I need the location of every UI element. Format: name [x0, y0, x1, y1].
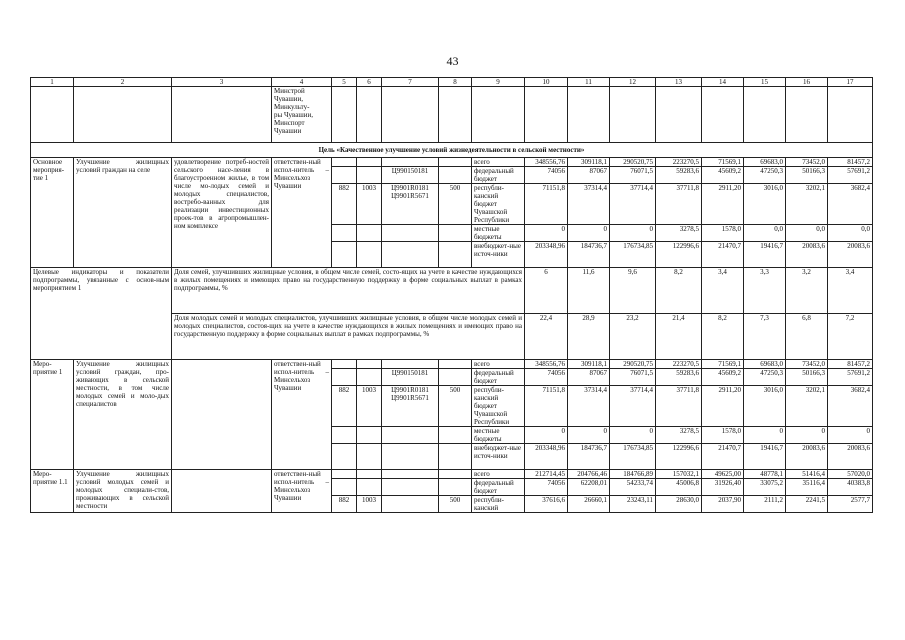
value-cell: 21470,7 [702, 242, 744, 268]
value-cell: 3202,1 [786, 184, 828, 225]
value-cell: 40383,8 [828, 479, 873, 496]
value-cell: 74056 [525, 167, 568, 184]
value-cell: 87067 [568, 167, 610, 184]
value-cell: 122996,6 [656, 242, 702, 268]
value-cell: 1578,0 [702, 427, 744, 444]
code-cell [357, 158, 382, 167]
code-cell [382, 158, 439, 167]
value-cell: 290520,75 [610, 158, 656, 167]
value-cell: 51416,4 [786, 470, 828, 479]
code-cell: 500 [439, 184, 472, 225]
value-cell: 3016,0 [744, 386, 786, 427]
indicator-text: Доля молодых семей и молодых специалистов, улучшивших жилищные условия, в общем числе молодых семей и молодых специалистов, состоя-щих на учете в качестве нуждающихся в жилых помещениях и имеющих право на государственную поддержку в форме социальных выплат в рамках подпрограммы, % [172, 314, 525, 360]
continuation-row [31, 87, 873, 143]
code-cell [357, 242, 382, 268]
col-num: 7 [382, 78, 439, 87]
code-cell [332, 479, 357, 496]
code-cell [439, 360, 472, 369]
indicator-value: 6,8 [786, 314, 828, 360]
code-cell [357, 444, 382, 470]
value-cell: 45006,8 [656, 479, 702, 496]
code-cell [382, 427, 439, 444]
code-cell [357, 225, 382, 242]
code-cell [357, 427, 382, 444]
col-num: 2 [74, 78, 172, 87]
value-cell: 76071,5 [610, 167, 656, 184]
value-cell: 348556,76 [525, 158, 568, 167]
col-num: 12 [610, 78, 656, 87]
budget-row [31, 470, 873, 479]
code-cell [439, 444, 472, 470]
value-cell: 37711,8 [656, 184, 702, 225]
value-cell: 50166,3 [786, 167, 828, 184]
value-cell: 71151,8 [525, 184, 568, 225]
code-cell [439, 158, 472, 167]
value-cell: 31926,40 [702, 479, 744, 496]
value-cell: 71569,1 [702, 158, 744, 167]
col-num: 14 [702, 78, 744, 87]
funding-source: федеральный бюджет [472, 369, 525, 386]
funding-source: всего [472, 470, 525, 479]
value-cell: 47250,3 [744, 369, 786, 386]
block-c2: Улучшение жилищных условий молодых семей и молодых специали-стов, проживающих в сельской местности [74, 470, 172, 513]
value-cell: 0 [828, 427, 873, 444]
code-cell [357, 479, 382, 496]
value-cell: 57020,0 [828, 470, 873, 479]
value-cell: 33075,2 [744, 479, 786, 496]
value-cell: 59283,6 [656, 167, 702, 184]
code-cell [357, 167, 382, 184]
value-cell: 157032,1 [656, 470, 702, 479]
value-cell: 45609,2 [702, 369, 744, 386]
col-num: 17 [828, 78, 873, 87]
code-cell [382, 496, 439, 513]
funding-source: федеральный бюджет [472, 479, 525, 496]
block-c3: удовлетворение потреб-ностей сельского насе-ления в благоустроенном жилье, в том числе мо-лодых семей и молодых специалистов, востребо-ванных для реализации инвестиционных проек-тов в агропромышлен-ном комплексе [172, 158, 272, 268]
code-cell: Ц9901R0181 Ц9901R5671 [382, 386, 439, 427]
code-cell [357, 360, 382, 369]
value-cell: 37711,8 [656, 386, 702, 427]
value-cell: 184736,7 [568, 444, 610, 470]
value-cell: 2577,7 [828, 496, 873, 513]
block-c3 [172, 360, 272, 470]
value-cell: 3016,0 [744, 184, 786, 225]
block-c1: Меро-приятие 1 [31, 360, 74, 470]
value-cell: 74056 [525, 369, 568, 386]
value-cell: 176734,85 [610, 444, 656, 470]
value-cell: 0 [568, 225, 610, 242]
indicator-value: 22,4 [525, 314, 568, 360]
funding-source: внебюджет-ные источ-ники [472, 242, 525, 268]
value-cell: 37314,4 [568, 386, 610, 427]
block-c1: Основное мероприя-тие 1 [31, 158, 74, 268]
block-c4: ответствен-ный испол-нитель – Минсельхоз Чувашии [272, 470, 332, 513]
block-c3 [172, 470, 272, 513]
code-cell [382, 470, 439, 479]
value-cell: 19416,7 [744, 444, 786, 470]
funding-source: местные бюджеты [472, 225, 525, 242]
value-cell: 0 [525, 225, 568, 242]
value-cell: 290520,75 [610, 360, 656, 369]
code-cell: 500 [439, 496, 472, 513]
value-cell: 203348,96 [525, 444, 568, 470]
indicator-value: 7,2 [828, 314, 873, 360]
value-cell: 0 [744, 427, 786, 444]
code-cell: 882 [332, 496, 357, 513]
value-cell: 223270,5 [656, 360, 702, 369]
value-cell: 47250,3 [744, 167, 786, 184]
col-num: 15 [744, 78, 786, 87]
value-cell: 2241,5 [786, 496, 828, 513]
indicator-value: 28,9 [568, 314, 610, 360]
block-c2: Улучшение жилищных условий граждан, про-живающих в сельской местности, в том числе молодых семей и моло-дых специалистов [74, 360, 172, 470]
indicator-text: Доля семей, улучшивших жилищные условия, в общем числе семей, состо-ящих на учете в качестве нуждающихся в жилых помещениях и имеющих право на государственную поддержку в форме социальных выплат в рамках подпрограммы, % [172, 268, 525, 314]
col-num: 4 [272, 78, 332, 87]
block-c4: ответствен-ный испол-нитель – Минсельхоз Чувашии [272, 360, 332, 470]
indicator-value: 8,2 [656, 268, 702, 314]
indicator-value: 3,3 [744, 268, 786, 314]
funding-source: республи-канский бюджет Чувашской Республики [472, 386, 525, 427]
funding-source: местные бюджеты [472, 427, 525, 444]
block-c1: Меро-приятие 1.1 [31, 470, 74, 513]
value-cell: 309118,1 [568, 158, 610, 167]
value-cell: 81457,2 [828, 360, 873, 369]
value-cell: 37314,4 [568, 184, 610, 225]
value-cell: 0 [610, 225, 656, 242]
code-cell [439, 427, 472, 444]
value-cell: 81457,2 [828, 158, 873, 167]
value-cell: 348556,76 [525, 360, 568, 369]
col-num: 8 [439, 78, 472, 87]
code-cell: 1003 [357, 386, 382, 427]
indicator-value: 6 [525, 268, 568, 314]
value-cell: 23243,11 [610, 496, 656, 513]
code-cell [332, 470, 357, 479]
value-cell: 37616,6 [525, 496, 568, 513]
code-cell [439, 225, 472, 242]
value-cell: 0 [610, 427, 656, 444]
code-cell [439, 167, 472, 184]
code-cell: 1003 [357, 184, 382, 225]
value-cell: 28630,0 [656, 496, 702, 513]
code-cell [332, 225, 357, 242]
indicator-value: 11,6 [568, 268, 610, 314]
indicator-row [31, 268, 873, 314]
funding-source: республи-канский бюджет Чувашской Республики [472, 184, 525, 225]
funding-source: всего [472, 158, 525, 167]
code-cell [382, 242, 439, 268]
indicator-value: 7,3 [744, 314, 786, 360]
col-num: 5 [332, 78, 357, 87]
code-cell [439, 479, 472, 496]
value-cell: 0 [786, 427, 828, 444]
indicator-value: 3,4 [702, 268, 744, 314]
code-cell [439, 470, 472, 479]
column-number-row [31, 78, 873, 87]
value-cell: 20083,6 [828, 242, 873, 268]
code-cell [332, 360, 357, 369]
value-cell: 3682,4 [828, 386, 873, 427]
value-cell: 57691,2 [828, 167, 873, 184]
value-cell: 57691,2 [828, 369, 873, 386]
code-cell: Ц990150181 [382, 167, 439, 184]
code-cell [439, 242, 472, 268]
col-num: 10 [525, 78, 568, 87]
indicator-value: 23,2 [610, 314, 656, 360]
code-cell [382, 225, 439, 242]
value-cell: 87067 [568, 369, 610, 386]
code-cell [382, 360, 439, 369]
value-cell: 3278,5 [656, 225, 702, 242]
value-cell: 21470,7 [702, 444, 744, 470]
value-cell: 76071,5 [610, 369, 656, 386]
funding-source: всего [472, 360, 525, 369]
budget-row [31, 158, 873, 167]
value-cell: 50166,3 [786, 369, 828, 386]
code-cell [332, 242, 357, 268]
cont-executors: Минстрой Чувашии, Минкульту- ры Чувашии, Минспорт Чувашии [272, 87, 332, 143]
code-cell [332, 167, 357, 184]
value-cell: 0,0 [828, 225, 873, 242]
col-num: 13 [656, 78, 702, 87]
value-cell: 71151,8 [525, 386, 568, 427]
value-cell: 49625,00 [702, 470, 744, 479]
col-num: 3 [172, 78, 272, 87]
code-cell: 882 [332, 184, 357, 225]
col-num: 9 [472, 78, 525, 87]
value-cell: 0,0 [786, 225, 828, 242]
indicator-value: 3,2 [786, 268, 828, 314]
value-cell: 0 [525, 427, 568, 444]
indicator-value: 21,4 [656, 314, 702, 360]
value-cell: 223270,5 [656, 158, 702, 167]
value-cell: 37714,4 [610, 184, 656, 225]
goal-title: Цель «Качественное улучшение условий жизнедеятельности в сельской местности» [31, 143, 873, 158]
code-cell: 1003 [357, 496, 382, 513]
code-cell [439, 369, 472, 386]
value-cell: 71569,1 [702, 360, 744, 369]
indicators-label: Целевые индикаторы и показатели подпрограммы, увязанные с основ-ным мероприятием 1 [31, 268, 172, 360]
code-cell [332, 427, 357, 444]
value-cell: 3278,5 [656, 427, 702, 444]
value-cell: 69683,0 [744, 360, 786, 369]
value-cell: 3682,4 [828, 184, 873, 225]
value-cell: 184766,89 [610, 470, 656, 479]
goal-row [31, 143, 873, 158]
value-cell: 0 [568, 427, 610, 444]
value-cell: 26660,1 [568, 496, 610, 513]
code-cell: Ц990150181 [382, 369, 439, 386]
col-num: 1 [31, 78, 74, 87]
value-cell: 3202,1 [786, 386, 828, 427]
funding-source: внебюджет-ные источ-ники [472, 444, 525, 470]
value-cell: 212714,45 [525, 470, 568, 479]
program-table [30, 77, 873, 513]
code-cell [357, 470, 382, 479]
code-cell: Ц9901R0181 Ц9901R5671 [382, 184, 439, 225]
value-cell: 69683,0 [744, 158, 786, 167]
code-cell [382, 444, 439, 470]
col-num: 6 [357, 78, 382, 87]
value-cell: 73452,0 [786, 360, 828, 369]
code-cell [332, 158, 357, 167]
code-cell: 500 [439, 386, 472, 427]
block-c2: Улучшение жилищных условий граждан на селе [74, 158, 172, 268]
value-cell: 2911,20 [702, 184, 744, 225]
indicator-value: 9,6 [610, 268, 656, 314]
value-cell: 54233,74 [610, 479, 656, 496]
value-cell: 176734,85 [610, 242, 656, 268]
code-cell [382, 479, 439, 496]
value-cell: 59283,6 [656, 369, 702, 386]
code-cell [357, 369, 382, 386]
value-cell: 20083,6 [828, 444, 873, 470]
value-cell: 35116,4 [786, 479, 828, 496]
value-cell: 48778,1 [744, 470, 786, 479]
value-cell: 1578,0 [702, 225, 744, 242]
indicator-value: 3,4 [828, 268, 873, 314]
funding-source: республи-канский [472, 496, 525, 513]
col-num: 11 [568, 78, 610, 87]
value-cell: 73452,0 [786, 158, 828, 167]
value-cell: 2911,20 [702, 386, 744, 427]
code-cell [332, 444, 357, 470]
col-num: 16 [786, 78, 828, 87]
page-number: 43 [446, 54, 459, 68]
code-cell: 882 [332, 386, 357, 427]
value-cell: 19416,7 [744, 242, 786, 268]
budget-row [31, 360, 873, 369]
value-cell: 20083,6 [786, 242, 828, 268]
value-cell: 309118,1 [568, 360, 610, 369]
value-cell: 2111,2 [744, 496, 786, 513]
block-c4: ответствен-ный испол-нитель – Минсельхоз Чувашии [272, 158, 332, 268]
value-cell: 62208,01 [568, 479, 610, 496]
value-cell: 20083,6 [786, 444, 828, 470]
value-cell: 122996,6 [656, 444, 702, 470]
code-cell [332, 369, 357, 386]
value-cell: 74056 [525, 479, 568, 496]
funding-source: федеральный бюджет [472, 167, 525, 184]
value-cell: 37714,4 [610, 386, 656, 427]
value-cell: 45609,2 [702, 167, 744, 184]
value-cell: 184736,7 [568, 242, 610, 268]
indicator-value: 8,2 [702, 314, 744, 360]
value-cell: 2037,90 [702, 496, 744, 513]
value-cell: 203348,96 [525, 242, 568, 268]
value-cell: 204766,46 [568, 470, 610, 479]
value-cell: 0,0 [744, 225, 786, 242]
